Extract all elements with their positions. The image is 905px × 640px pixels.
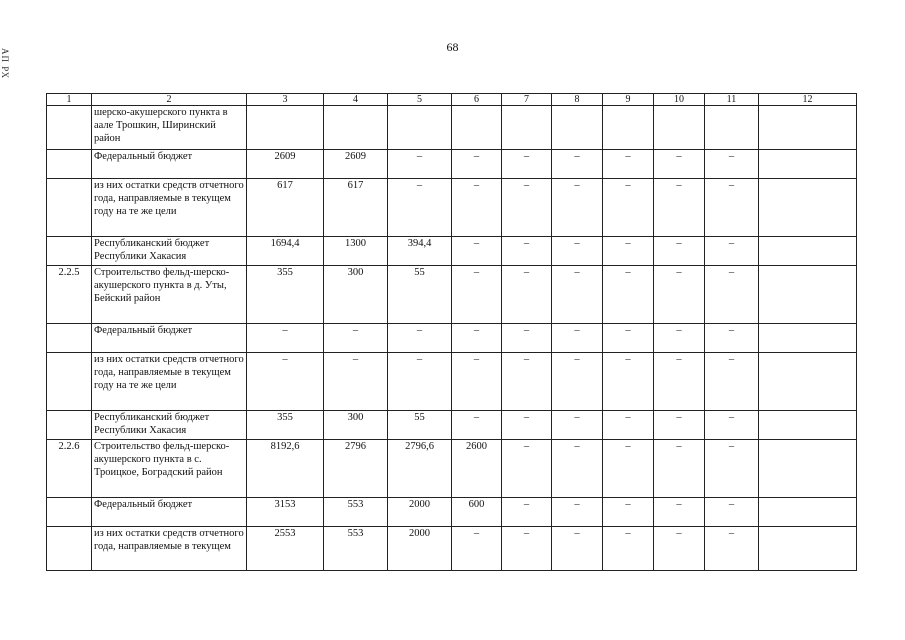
- value-cell-c5: 55: [388, 266, 452, 324]
- value-cell-c7: –: [502, 237, 552, 266]
- row-code-cell: [47, 324, 92, 353]
- value-cell-c8: –: [552, 411, 603, 440]
- value-cell-c11: –: [705, 527, 759, 571]
- value-cell-c11: –: [705, 266, 759, 324]
- value-cell-c3: 2609: [247, 150, 324, 179]
- value-cell-c5: –: [388, 353, 452, 411]
- value-cell-c10: –: [654, 266, 705, 324]
- value-cell-c9: –: [603, 498, 654, 527]
- value-cell-c3: –: [247, 353, 324, 411]
- value-cell-c12: [759, 324, 857, 353]
- value-cell-c3: –: [247, 324, 324, 353]
- value-cell-c9: –: [603, 179, 654, 237]
- value-cell-c12: [759, 527, 857, 571]
- value-cell-c4: 300: [324, 266, 388, 324]
- value-cell-c10: –: [654, 237, 705, 266]
- value-cell-c12: [759, 440, 857, 498]
- value-cell-c3: [247, 106, 324, 150]
- value-cell-c8: –: [552, 498, 603, 527]
- value-cell-c7: –: [502, 411, 552, 440]
- value-cell-c8: –: [552, 237, 603, 266]
- value-cell-c4: 553: [324, 527, 388, 571]
- value-cell-c10: –: [654, 324, 705, 353]
- column-header: 10: [654, 94, 705, 106]
- value-cell-c5: 2796,6: [388, 440, 452, 498]
- row-code-cell: [47, 353, 92, 411]
- value-cell-c8: –: [552, 353, 603, 411]
- value-cell-c7: –: [502, 324, 552, 353]
- value-cell-c5: –: [388, 150, 452, 179]
- page-number: 68: [446, 40, 459, 54]
- row-code-cell: [47, 150, 92, 179]
- value-cell-c9: –: [603, 150, 654, 179]
- value-cell-c7: –: [502, 498, 552, 527]
- row-code-cell: 2.2.6: [47, 440, 92, 498]
- archive-side-mark: АП РХ: [0, 48, 10, 80]
- value-cell-c6: –: [452, 150, 502, 179]
- value-cell-c4: 2609: [324, 150, 388, 179]
- value-cell-c6: –: [452, 237, 502, 266]
- row-name-cell: шерско-акушерского пункта в аале Трошкин, Ширинский район: [92, 106, 247, 150]
- value-cell-c6: –: [452, 527, 502, 571]
- column-header: 2: [92, 94, 247, 106]
- column-header: 9: [603, 94, 654, 106]
- table-row: [47, 498, 857, 527]
- value-cell-c10: –: [654, 527, 705, 571]
- budget-table: [46, 93, 857, 571]
- value-cell-c8: –: [552, 150, 603, 179]
- value-cell-c5: 394,4: [388, 237, 452, 266]
- value-cell-c10: –: [654, 150, 705, 179]
- table-row: [47, 440, 857, 498]
- value-cell-c4: –: [324, 324, 388, 353]
- table-row: [47, 106, 857, 150]
- value-cell-c10: –: [654, 179, 705, 237]
- value-cell-c5: –: [388, 324, 452, 353]
- row-name-cell: Федеральный бюджет: [92, 498, 247, 527]
- row-name-cell: Строительство фельд-шерско-акушерского пункта в с. Троицкое, Боградский район: [92, 440, 247, 498]
- value-cell-c7: –: [502, 179, 552, 237]
- value-cell-c3: 8192,6: [247, 440, 324, 498]
- table-row: [47, 237, 857, 266]
- table-row: [47, 324, 857, 353]
- value-cell-c9: –: [603, 527, 654, 571]
- row-code-cell: [47, 411, 92, 440]
- value-cell-c6: –: [452, 266, 502, 324]
- value-cell-c8: –: [552, 266, 603, 324]
- value-cell-c7: –: [502, 440, 552, 498]
- value-cell-c7: –: [502, 266, 552, 324]
- table-row: [47, 527, 857, 571]
- value-cell-c11: –: [705, 150, 759, 179]
- column-header: 12: [759, 94, 857, 106]
- value-cell-c4: 617: [324, 179, 388, 237]
- value-cell-c12: [759, 353, 857, 411]
- value-cell-c3: 2553: [247, 527, 324, 571]
- table-row: [47, 411, 857, 440]
- value-cell-c3: 355: [247, 266, 324, 324]
- value-cell-c4: 2796: [324, 440, 388, 498]
- value-cell-c7: [502, 106, 552, 150]
- row-code-cell: [47, 527, 92, 571]
- column-header: 5: [388, 94, 452, 106]
- table-row: [47, 353, 857, 411]
- column-header: 11: [705, 94, 759, 106]
- value-cell-c4: 1300: [324, 237, 388, 266]
- value-cell-c5: 2000: [388, 498, 452, 527]
- value-cell-c9: –: [603, 353, 654, 411]
- value-cell-c11: –: [705, 237, 759, 266]
- value-cell-c6: [452, 106, 502, 150]
- value-cell-c5: 2000: [388, 527, 452, 571]
- value-cell-c11: –: [705, 440, 759, 498]
- row-code-cell: [47, 179, 92, 237]
- value-cell-c9: [603, 106, 654, 150]
- table-row: [47, 150, 857, 179]
- row-code-cell: [47, 237, 92, 266]
- value-cell-c6: 600: [452, 498, 502, 527]
- row-code-cell: 2.2.5: [47, 266, 92, 324]
- value-cell-c11: –: [705, 179, 759, 237]
- value-cell-c6: –: [452, 324, 502, 353]
- value-cell-c10: [654, 106, 705, 150]
- value-cell-c8: –: [552, 527, 603, 571]
- value-cell-c7: –: [502, 353, 552, 411]
- value-cell-c7: –: [502, 150, 552, 179]
- value-cell-c12: [759, 150, 857, 179]
- value-cell-c7: –: [502, 527, 552, 571]
- table-row: [47, 179, 857, 237]
- value-cell-c12: [759, 106, 857, 150]
- value-cell-c11: –: [705, 498, 759, 527]
- value-cell-c4: –: [324, 353, 388, 411]
- value-cell-c11: –: [705, 353, 759, 411]
- value-cell-c8: –: [552, 179, 603, 237]
- value-cell-c12: [759, 498, 857, 527]
- value-cell-c3: 355: [247, 411, 324, 440]
- row-name-cell: из них остатки средств отчетного года, направляемые в текущем году на те же цели: [92, 179, 247, 237]
- row-code-cell: [47, 498, 92, 527]
- value-cell-c5: [388, 106, 452, 150]
- row-name-cell: Федеральный бюджет: [92, 324, 247, 353]
- value-cell-c9: –: [603, 324, 654, 353]
- column-header: 1: [47, 94, 92, 106]
- value-cell-c4: 300: [324, 411, 388, 440]
- value-cell-c4: [324, 106, 388, 150]
- value-cell-c9: –: [603, 411, 654, 440]
- row-name-cell: Республиканский бюджет Республики Хакасия: [92, 237, 247, 266]
- value-cell-c3: 617: [247, 179, 324, 237]
- value-cell-c10: –: [654, 411, 705, 440]
- value-cell-c9: –: [603, 237, 654, 266]
- column-header: 3: [247, 94, 324, 106]
- row-code-cell: [47, 106, 92, 150]
- row-name-cell: Строительство фельд-шерско-акушерского пункта в д. Уты, Бейский район: [92, 266, 247, 324]
- value-cell-c9: –: [603, 266, 654, 324]
- row-name-cell: из них остатки средств отчетного года, направляемые в текущем году на те же цели: [92, 353, 247, 411]
- value-cell-c10: –: [654, 498, 705, 527]
- value-cell-c10: –: [654, 353, 705, 411]
- value-cell-c4: 553: [324, 498, 388, 527]
- column-header: 8: [552, 94, 603, 106]
- value-cell-c12: [759, 411, 857, 440]
- column-header: 6: [452, 94, 502, 106]
- value-cell-c8: –: [552, 324, 603, 353]
- value-cell-c3: 1694,4: [247, 237, 324, 266]
- row-name-cell: Республиканский бюджет Республики Хакасия: [92, 411, 247, 440]
- value-cell-c11: –: [705, 411, 759, 440]
- value-cell-c8: [552, 106, 603, 150]
- value-cell-c11: –: [705, 324, 759, 353]
- value-cell-c6: –: [452, 179, 502, 237]
- value-cell-c6: –: [452, 353, 502, 411]
- table-row: [47, 266, 857, 324]
- value-cell-c6: 2600: [452, 440, 502, 498]
- value-cell-c5: –: [388, 179, 452, 237]
- row-name-cell: Федеральный бюджет: [92, 150, 247, 179]
- value-cell-c11: [705, 106, 759, 150]
- value-cell-c6: –: [452, 411, 502, 440]
- value-cell-c5: 55: [388, 411, 452, 440]
- value-cell-c12: [759, 266, 857, 324]
- value-cell-c12: [759, 179, 857, 237]
- value-cell-c10: –: [654, 440, 705, 498]
- row-name-cell: из них остатки средств отчетного года, направляемые в текущем: [92, 527, 247, 571]
- value-cell-c12: [759, 237, 857, 266]
- value-cell-c3: 3153: [247, 498, 324, 527]
- table-header-row: [47, 94, 857, 106]
- column-header: 4: [324, 94, 388, 106]
- value-cell-c9: –: [603, 440, 654, 498]
- column-header: 7: [502, 94, 552, 106]
- value-cell-c8: –: [552, 440, 603, 498]
